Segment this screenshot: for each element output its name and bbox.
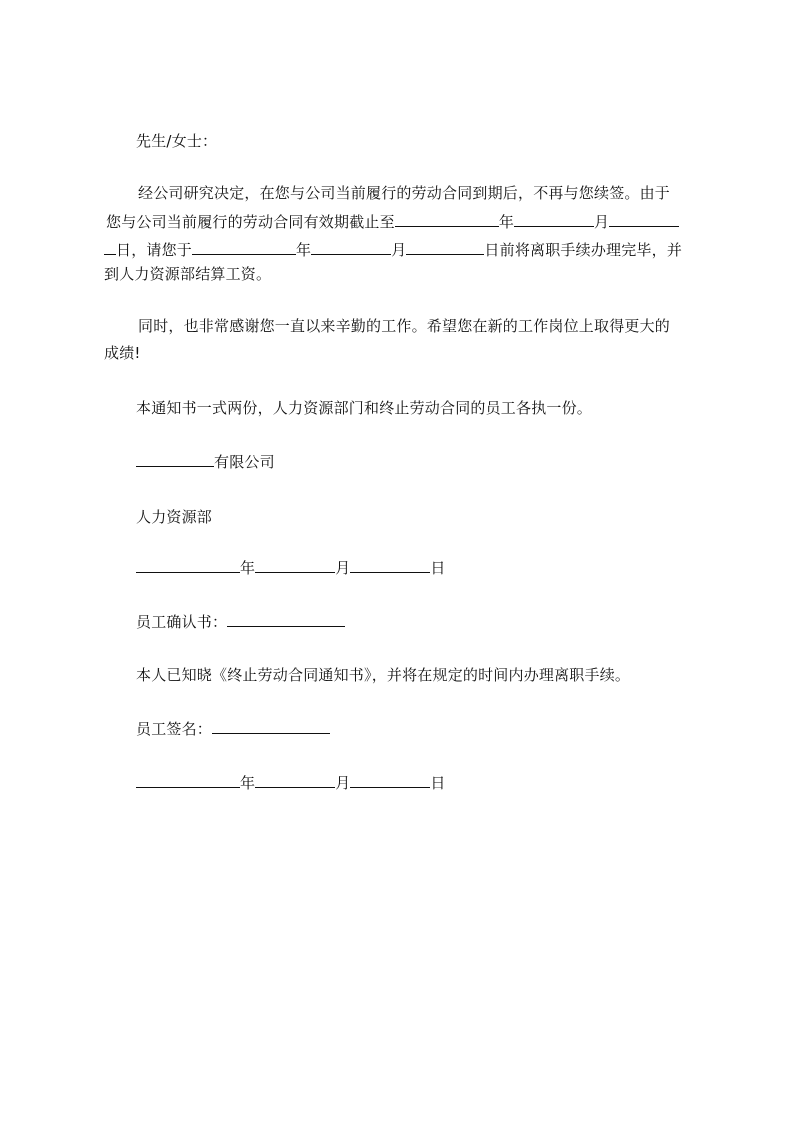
deadline-year-blank[interactable]	[192, 240, 296, 255]
employee-confirmation-blank[interactable]	[227, 612, 345, 627]
signature-year-blank[interactable]	[136, 773, 240, 788]
company-line: 有限公司	[136, 452, 275, 472]
issue-date-line: 年 月 日	[136, 558, 446, 578]
paragraph2-line2: 成绩!	[104, 344, 141, 362]
copies-note: 本通知书一式两份，人力资源部门和终止劳动合同的员工各执一份。	[136, 399, 593, 417]
paragraph1-line1: 经公司研究决定，在您与公司当前履行的劳动合同到期后，不再与您续签。由于	[138, 184, 671, 202]
signature-month-blank[interactable]	[255, 773, 335, 788]
employee-confirmation-line: 员工确认书：	[136, 612, 345, 632]
salutation: 先生/女士：	[136, 132, 218, 150]
employee-signature-line: 员工签名：	[136, 719, 330, 739]
end-year-blank[interactable]	[395, 212, 499, 227]
paragraph1-line3: 日，请您于 年 月 日前将离职手续办理完毕，并	[104, 240, 682, 260]
deadline-day-blank[interactable]	[406, 240, 484, 255]
department-line: 人力资源部	[136, 508, 213, 526]
end-day-blank[interactable]	[609, 212, 679, 227]
issue-year-blank[interactable]	[136, 558, 240, 573]
paragraph2-line1: 同时，也非常感谢您一直以来辛勤的工作。希望您在新的工作岗位上取得更大的	[138, 317, 671, 335]
signature-day-blank[interactable]	[350, 773, 430, 788]
paragraph1-line4: 到人力资源部结算工资。	[104, 265, 272, 283]
signature-date-line: 年 月 日	[136, 773, 446, 793]
end-day-blank-continued[interactable]	[104, 240, 116, 255]
employee-signature-blank[interactable]	[212, 719, 330, 734]
acknowledgement-line: 本人已知晓《终止劳动合同通知书》，并将在规定的时间内办理离职手续。	[136, 666, 631, 684]
issue-day-blank[interactable]	[350, 558, 430, 573]
issue-month-blank[interactable]	[255, 558, 335, 573]
deadline-month-blank[interactable]	[311, 240, 391, 255]
paragraph1-line2: 您与公司当前履行的劳动合同有效期截止至 年 月	[106, 212, 679, 232]
end-month-blank[interactable]	[514, 212, 594, 227]
company-name-blank[interactable]	[136, 452, 214, 467]
